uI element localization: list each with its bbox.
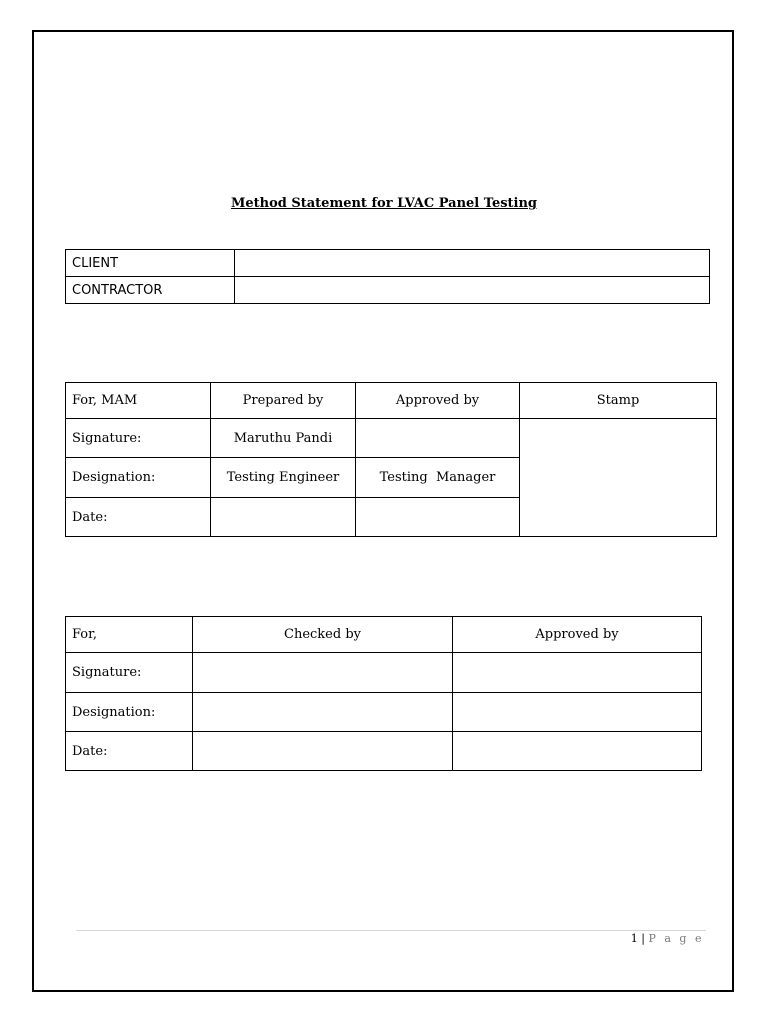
approval-table bbox=[65, 382, 717, 537]
designation-label: Designation: bbox=[66, 458, 211, 498]
check-signature-row bbox=[66, 653, 702, 693]
check-signature-label: Signature: bbox=[66, 653, 193, 693]
designation-prepared: Testing Engineer bbox=[211, 458, 356, 498]
check-date-label: Date: bbox=[66, 732, 193, 771]
signature-approved bbox=[356, 419, 520, 458]
date-prepared bbox=[211, 498, 356, 537]
page-separator: | bbox=[641, 932, 645, 945]
approval-header-row bbox=[66, 383, 717, 419]
header-checked-by: Checked by bbox=[193, 617, 453, 653]
check-date-checked bbox=[193, 732, 453, 771]
header-prepared-by: Prepared by bbox=[211, 383, 356, 419]
check-table bbox=[65, 616, 702, 771]
stamp-box bbox=[520, 419, 717, 537]
check-designation-row bbox=[66, 693, 702, 732]
contractor-value bbox=[235, 277, 710, 304]
check-designation-checked bbox=[193, 693, 453, 732]
contractor-row bbox=[66, 277, 710, 304]
header-for: For, bbox=[66, 617, 193, 653]
client-row bbox=[66, 250, 710, 277]
check-designation-approved bbox=[453, 693, 702, 732]
check-header-row bbox=[66, 617, 702, 653]
check-signature-checked bbox=[193, 653, 453, 693]
check-date-approved bbox=[453, 732, 702, 771]
header-approved-by: Approved by bbox=[356, 383, 520, 419]
date-label: Date: bbox=[66, 498, 211, 537]
header-stamp: Stamp bbox=[520, 383, 717, 419]
designation-approved: Testing Manager bbox=[356, 458, 520, 498]
header-approved-by-2: Approved by bbox=[453, 617, 702, 653]
signature-prepared: Maruthu Pandi bbox=[211, 419, 356, 458]
footer-divider bbox=[76, 930, 706, 931]
contractor-label: CONTRACTOR bbox=[66, 277, 235, 304]
client-contractor-table bbox=[65, 249, 710, 304]
check-designation-label: Designation: bbox=[66, 693, 193, 732]
document-title: Method Statement for LVAC Panel Testing bbox=[230, 196, 538, 211]
approval-signature-row bbox=[66, 419, 717, 458]
page-word: P a g e bbox=[648, 932, 704, 945]
page-number: 1 bbox=[630, 932, 638, 945]
header-for-mam: For, MAM bbox=[66, 383, 211, 419]
signature-label: Signature: bbox=[66, 419, 211, 458]
date-approved bbox=[356, 498, 520, 537]
check-date-row bbox=[66, 732, 702, 771]
client-value bbox=[235, 250, 710, 277]
page-footer bbox=[631, 932, 704, 945]
client-label: CLIENT bbox=[66, 250, 235, 277]
check-signature-approved bbox=[453, 653, 702, 693]
